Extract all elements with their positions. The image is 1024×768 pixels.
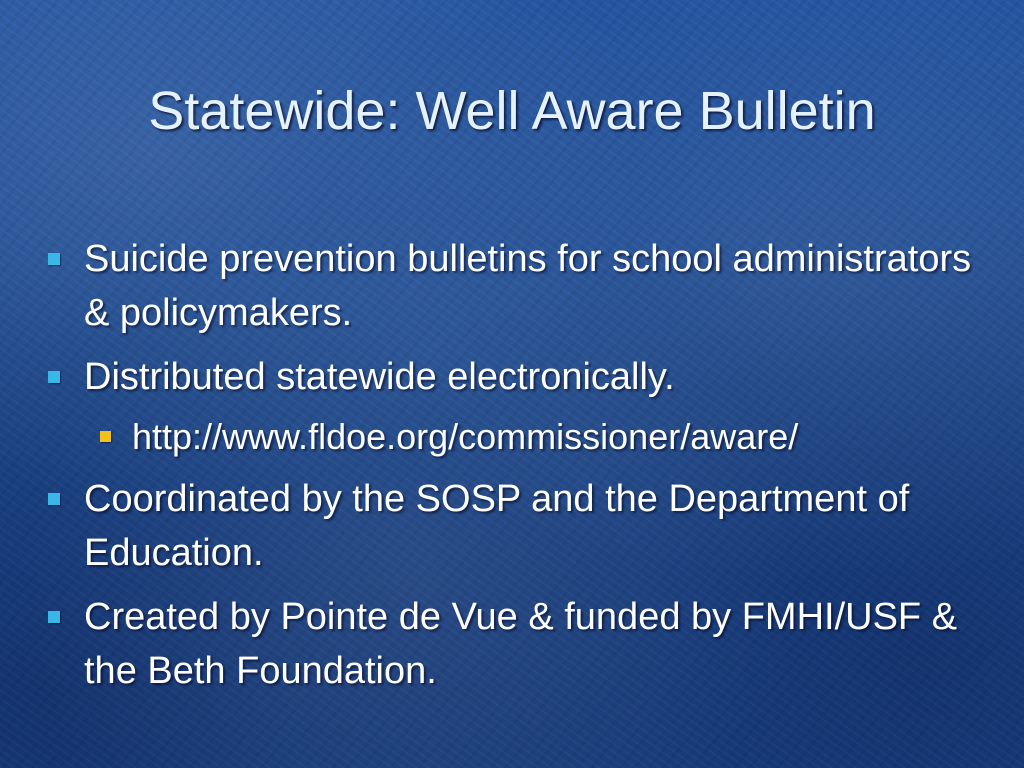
square-bullet-icon bbox=[48, 371, 60, 383]
bullet-item bbox=[46, 472, 996, 580]
slide-title: Statewide: Well Aware Bulletin bbox=[148, 81, 876, 141]
square-bullet-icon bbox=[48, 493, 60, 505]
bullet-text: Suicide prevention bulletins for school administrators & policymakers. bbox=[84, 238, 972, 334]
square-bullet-icon bbox=[48, 253, 60, 265]
bullet-text: Coordinated by the SOSP and the Department of Education. bbox=[84, 478, 910, 574]
bullet-item bbox=[46, 350, 996, 404]
square-bullet-icon bbox=[48, 611, 60, 623]
square-sub-bullet-icon bbox=[100, 431, 111, 442]
bullet-text: Distributed statewide electronically. bbox=[84, 356, 675, 398]
sub-bullet-item bbox=[46, 410, 996, 464]
bullet-text: Created by Pointe de Vue & funded by FMHI/USF & the Beth Foundation. bbox=[84, 596, 958, 692]
bullet-item bbox=[46, 232, 996, 340]
bullet-list bbox=[46, 232, 996, 708]
bullet-item bbox=[46, 590, 996, 698]
url-link[interactable]: http://www.fldoe.org/commissioner/aware/ bbox=[132, 416, 799, 457]
